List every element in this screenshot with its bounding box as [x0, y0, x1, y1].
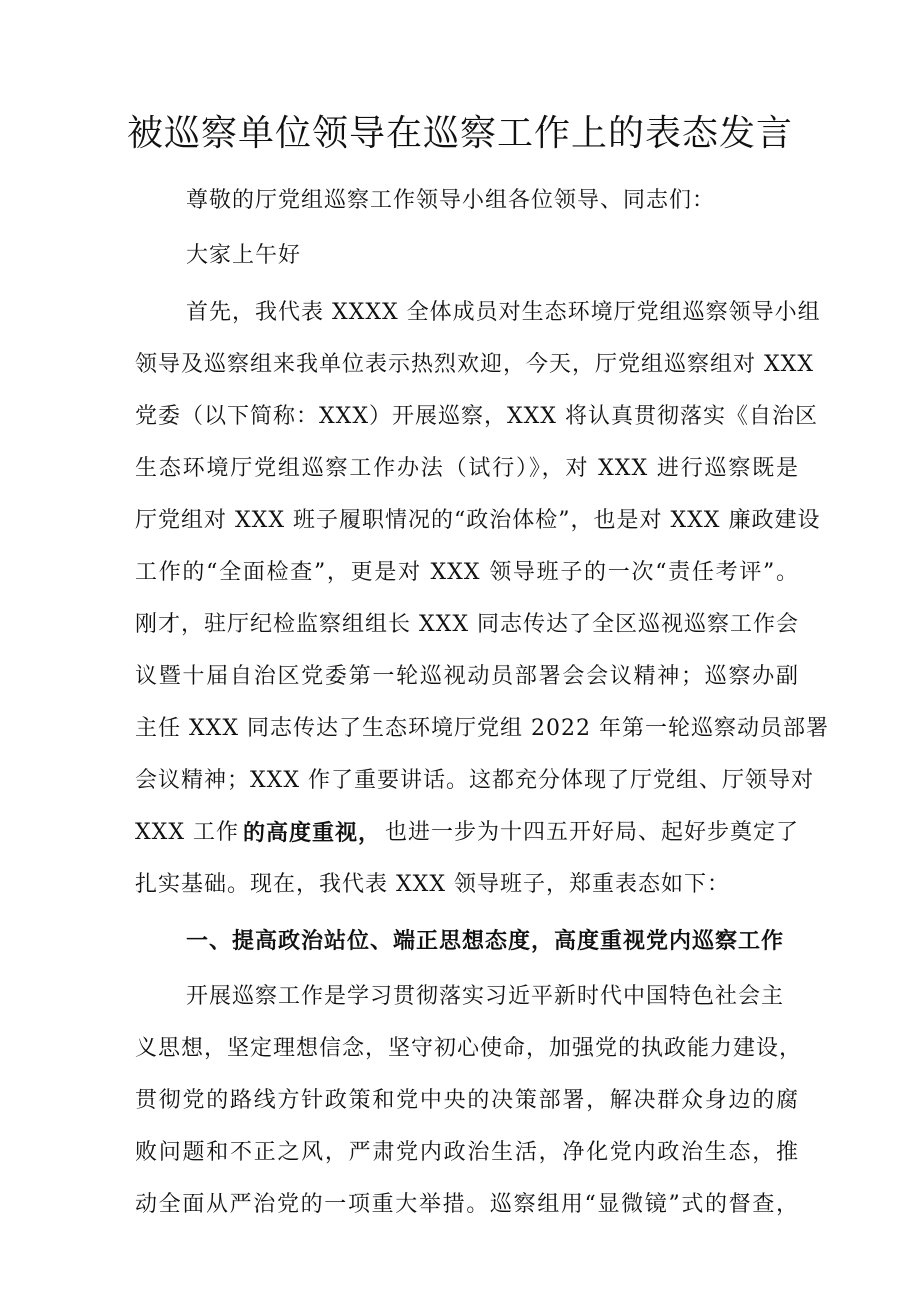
paragraph-line: 厅党组对 XXX 班子履职情况的“政治体检”，也是对 XXX 廉政建设 [135, 508, 821, 533]
greeting: 大家上午好 [186, 243, 302, 268]
paragraph-line: 主任 XXX 同志传达了生态环境厅党组 2022 年第一轮巡察动员部署 [135, 716, 829, 741]
paragraph-line: 开展巡察工作是学习贯彻落实习近平新时代中国特色社会主 [186, 984, 785, 1009]
paragraph-line: 生态环境厅党组巡察工作办法（试行）》，对 XXX 进行巡察既是 [135, 456, 799, 481]
paragraph-line: 议暨十届自治区党委第一轮巡视动员部署会会议精神；巡察办副 [135, 664, 799, 689]
paragraph-line: 扎实基础。现在，我代表 XXX 领导班子，郑重表态如下： [135, 872, 730, 897]
paragraph-line: 动全面从严治党的一项重大举措。巡察组用“显微镜”式的督查， [135, 1192, 799, 1217]
paragraph-line: 领导及巡察组来我单位表示热烈欢迎，今天，厅党组巡察组对 XXX [135, 352, 814, 377]
salutation: 尊敬的厅党组巡察工作领导小组各位领导、同志们： [186, 188, 716, 213]
emphasis-suffix: 也进一步为十四五开好局、起好步奠定了 [384, 820, 799, 845]
paragraph-line [135, 818, 799, 848]
section-heading: 一、提高政治站位、端正思想态度，高度重视党内巡察工作 [186, 928, 785, 954]
paragraph-line: 义思想，坚定理想信念，坚守初心使命，加强党的执政能力建设， [135, 1036, 803, 1061]
paragraph-line: 党委（以下简称：XXX）开展巡察，XXX 将认真贯彻落实《自治区 [135, 404, 818, 429]
paragraph-line: 首先，我代表 XXXX 全体成员对生态环境厅党组巡察领导小组 [186, 300, 821, 325]
paragraph-line: 工作的“全面检查”，更是对 XXX 领导班子的一次“责任考评”。 [135, 560, 799, 585]
document-title: 被巡察单位领导在巡察工作上的表态发言 [126, 113, 793, 154]
paragraph-line: 贯彻党的路线方针政策和党中央的决策部署，解决群众身边的腐 [135, 1088, 799, 1113]
paragraph-line: 会议精神；XXX 作了重要讲话。这都充分体现了厅党组、厅领导对 [135, 768, 814, 793]
paragraph-line: 刚才，驻厅纪检监察组组长 XXX 同志传达了全区巡视巡察工作会 [135, 612, 799, 637]
paragraph-line: 败问题和不正之风，严肃党内政治生活，净化党内政治生态，推 [135, 1140, 799, 1165]
emphasis-bold-text: 的高度重视， [242, 820, 381, 846]
emphasis-prefix: XXX 工作 [135, 820, 239, 845]
